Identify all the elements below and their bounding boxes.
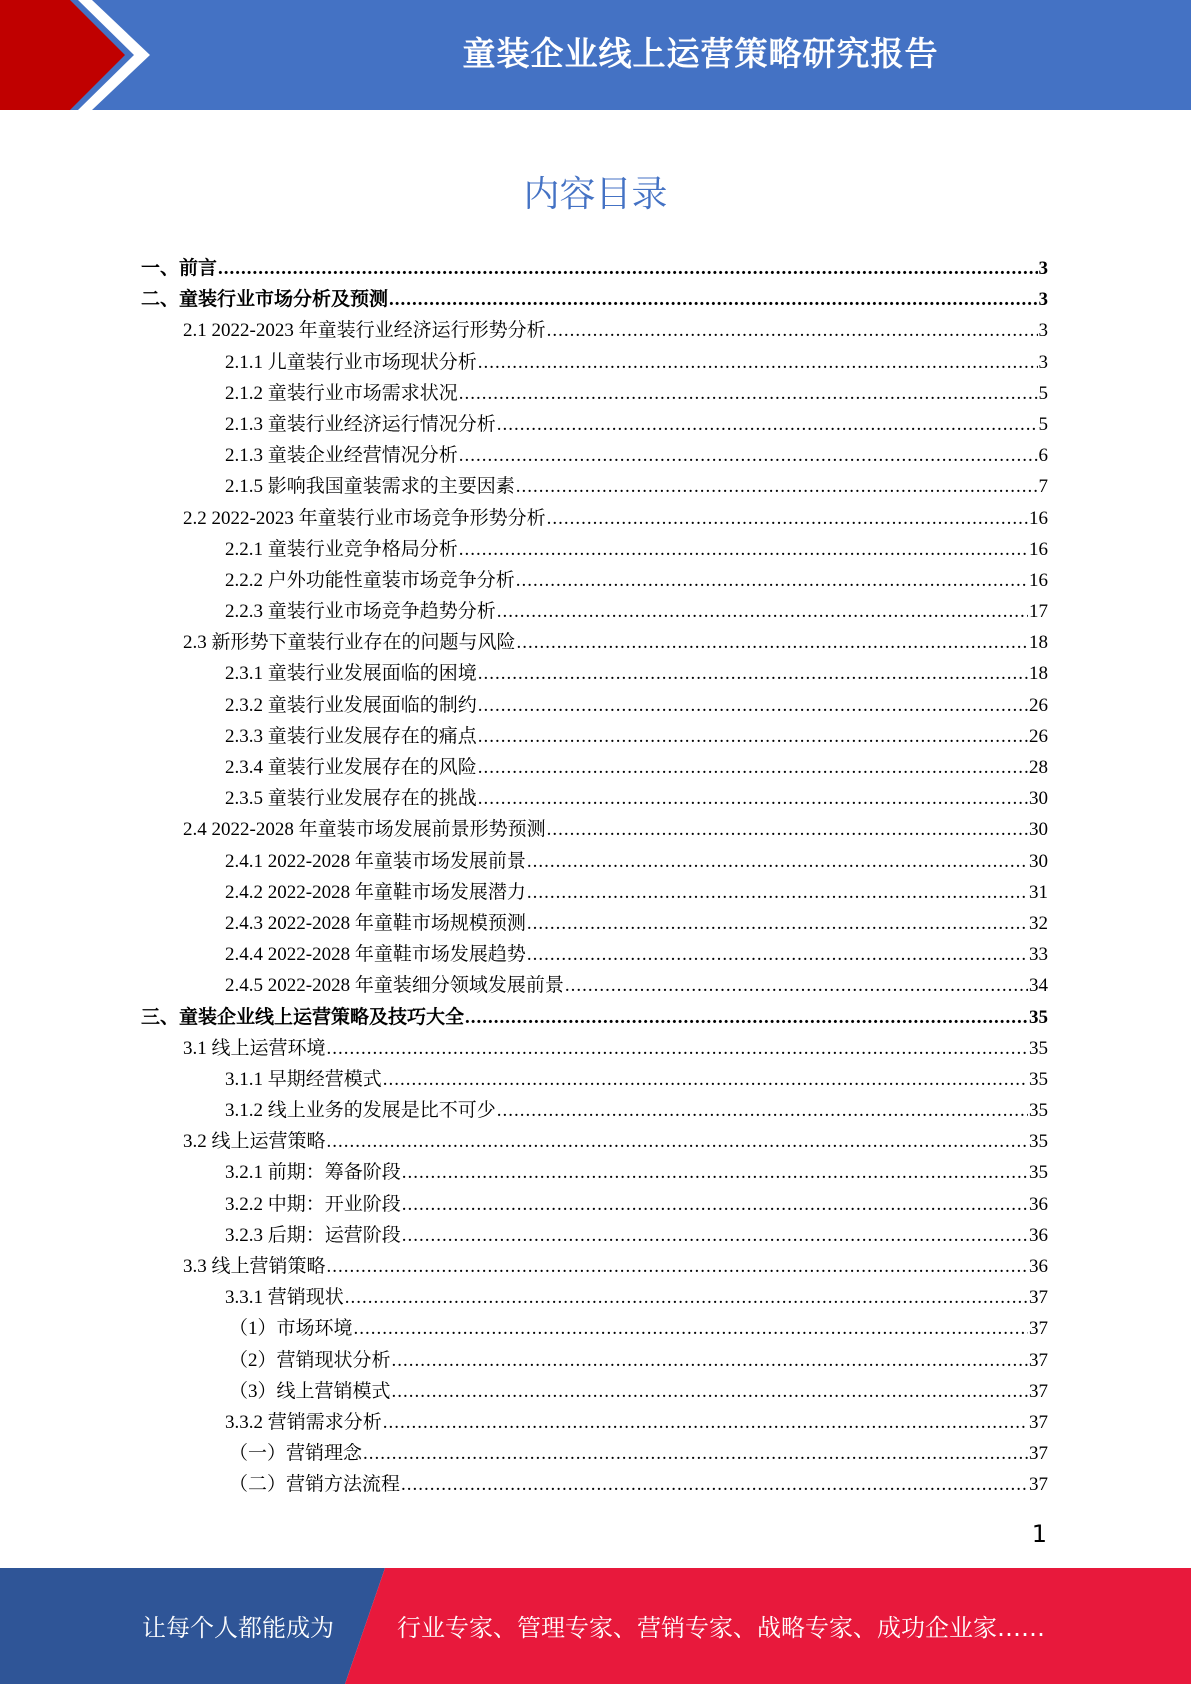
toc-entry[interactable] <box>141 1002 1048 1033</box>
toc-entry[interactable] <box>141 471 1048 502</box>
toc-entry-page: 37 <box>1029 1287 1048 1309</box>
toc-dot-leader <box>383 1407 1028 1438</box>
toc-entry[interactable] <box>141 1345 1048 1376</box>
toc-entry[interactable] <box>141 721 1048 752</box>
toc-entry-title: 2.1.2 童装行业市场需求状况 <box>225 382 458 404</box>
toc-entry[interactable] <box>141 1376 1048 1407</box>
toc-entry-title: 2.3.3 童装行业发展存在的痛点 <box>225 725 477 747</box>
toc-entry-page: 34 <box>1029 975 1048 997</box>
toc-entry-title: 一、前言 <box>141 258 218 279</box>
toc-entry[interactable] <box>141 1313 1048 1344</box>
toc-entry-page: 35 <box>1029 1100 1048 1122</box>
toc-dot-leader <box>547 315 1038 346</box>
toc-entry-title: 3.2 线上运营策略 <box>183 1131 326 1153</box>
toc-entry[interactable] <box>141 534 1048 565</box>
toc-dot-leader <box>497 596 1028 627</box>
toc-dot-leader <box>527 846 1028 877</box>
toc-entry-title: 2.4.5 2022-2028 年童装细分领域发展前景 <box>225 975 564 997</box>
toc-entry-title: 2.2 2022-2023 年童装行业市场竞争形势分析 <box>183 507 546 529</box>
toc-entry[interactable] <box>141 1220 1048 1251</box>
toc-dot-leader <box>383 1064 1028 1095</box>
toc-dot-leader <box>527 908 1028 939</box>
toc-entry-page: 35 <box>1029 1037 1048 1059</box>
toc-dot-leader <box>345 1282 1028 1313</box>
toc-entry-title: 3.3.2 营销需求分析 <box>225 1411 382 1433</box>
toc-entry-page: 6 <box>1038 445 1048 467</box>
toc-entry-title: 2.1.1 儿童装行业市场现状分析 <box>225 351 477 373</box>
toc-entry[interactable] <box>141 783 1048 814</box>
toc-entry[interactable] <box>141 253 1048 284</box>
table-of-contents <box>141 253 1048 1501</box>
toc-entry[interactable] <box>141 1251 1048 1282</box>
toc-entry-page: 5 <box>1038 413 1048 435</box>
toc-entry-title: 2.4.3 2022-2028 年童鞋市场规模预测 <box>225 912 526 934</box>
toc-entry-page: 30 <box>1029 819 1048 841</box>
toc-dot-leader <box>402 1157 1028 1188</box>
toc-dot-leader <box>218 253 1037 284</box>
toc-entry[interactable] <box>141 503 1048 534</box>
toc-dot-leader <box>392 1345 1028 1376</box>
toc-entry-page: 37 <box>1029 1474 1048 1496</box>
toc-entry[interactable] <box>141 378 1048 409</box>
toc-entry-title: 2.1.5 影响我国童装需求的主要因素 <box>225 476 515 498</box>
toc-entry-title: 二、童装行业市场分析及预测 <box>141 289 389 311</box>
toc-entry[interactable] <box>141 1189 1048 1220</box>
toc-entry[interactable] <box>141 939 1048 970</box>
toc-entry-title: 2.1.3 童装行业经济运行情况分析 <box>225 413 496 435</box>
toc-entry-page: 35 <box>1029 1131 1048 1153</box>
toc-dot-leader <box>402 1220 1028 1251</box>
toc-entry[interactable] <box>141 908 1048 939</box>
toc-dot-leader <box>402 1189 1028 1220</box>
toc-entry-page: 26 <box>1029 725 1048 747</box>
toc-entry-title: 3.1.1 早期经营模式 <box>225 1068 382 1090</box>
toc-entry-title: 3.2.2 中期：开业阶段 <box>225 1193 401 1215</box>
toc-entry-page: 16 <box>1029 538 1048 560</box>
toc-entry[interactable] <box>141 1438 1048 1469</box>
toc-entry-title: 2.4.1 2022-2028 年童装市场发展前景 <box>225 850 526 872</box>
toc-entry-page: 3 <box>1038 289 1048 311</box>
toc-entry-page: 35 <box>1029 1068 1048 1090</box>
toc-entry[interactable] <box>141 596 1048 627</box>
toc-dot-leader <box>516 471 1038 502</box>
toc-dot-leader <box>363 1438 1028 1469</box>
toc-entry-title: 3.3.1 营销现状 <box>225 1287 344 1309</box>
toc-entry[interactable] <box>141 1469 1048 1500</box>
toc-entry-page: 18 <box>1029 632 1048 654</box>
toc-entry-page: 36 <box>1029 1256 1048 1277</box>
toc-entry-title: 2.2.2 户外功能性童装市场竞争分析 <box>225 569 515 591</box>
toc-entry[interactable] <box>141 1282 1048 1313</box>
toc-entry-page: 16 <box>1029 569 1048 591</box>
toc-entry-title: 2.3.5 童装行业发展存在的挑战 <box>225 788 477 810</box>
toc-dot-leader <box>527 939 1028 970</box>
toc-entry-page: 37 <box>1029 1318 1048 1340</box>
toc-entry-page: 37 <box>1029 1411 1048 1433</box>
toc-entry-page: 31 <box>1029 881 1048 903</box>
toc-entry-title: （2）营销现状分析 <box>229 1349 391 1371</box>
toc-entry-title: 2.3.2 童装行业发展面临的制约 <box>225 694 477 716</box>
toc-dot-leader <box>565 970 1028 1001</box>
toc-entry-title: 3.1 线上运营环境 <box>183 1037 326 1059</box>
toc-entry[interactable] <box>141 658 1048 689</box>
toc-entry-page: 3 <box>1038 258 1048 279</box>
toc-entry-title: 2.3.1 童装行业发展面临的困境 <box>225 663 477 685</box>
toc-entry-title: （1）市场环境 <box>229 1318 353 1340</box>
toc-entry-page: 7 <box>1038 476 1048 498</box>
toc-entry[interactable] <box>141 1095 1048 1126</box>
toc-dot-leader <box>392 1376 1028 1407</box>
toc-entry-page: 3 <box>1038 351 1048 373</box>
toc-entry-page: 37 <box>1029 1349 1048 1371</box>
toc-entry-page: 30 <box>1029 850 1048 872</box>
toc-entry-page: 36 <box>1029 1193 1048 1215</box>
toc-entry-title: （一）营销理念 <box>229 1443 363 1465</box>
toc-dot-leader <box>478 721 1028 752</box>
toc-dot-leader <box>527 877 1028 908</box>
toc-entry-title: 3.2.1 前期：筹备阶段 <box>225 1162 401 1184</box>
footer-slogan-right: 行业专家、管理专家、营销专家、战略专家、成功企业家…… <box>397 1614 1045 1642</box>
toc-entry-page: 16 <box>1029 507 1048 529</box>
toc-entry-page: 36 <box>1029 1224 1048 1246</box>
toc-dot-leader <box>327 1033 1028 1064</box>
toc-entry-page: 30 <box>1029 788 1048 810</box>
toc-entry[interactable] <box>141 1407 1048 1438</box>
toc-dot-leader <box>516 565 1028 596</box>
toc-entry[interactable] <box>141 1064 1048 1095</box>
toc-dot-leader <box>478 658 1028 689</box>
toc-entry[interactable] <box>141 1126 1048 1157</box>
toc-dot-leader <box>478 347 1038 378</box>
toc-entry[interactable] <box>141 565 1048 596</box>
toc-entry-page: 17 <box>1029 601 1048 623</box>
toc-dot-leader <box>497 1095 1028 1126</box>
toc-entry[interactable] <box>141 690 1048 721</box>
toc-entry-title: 2.2.1 童装行业竞争格局分析 <box>225 538 458 560</box>
header-banner <box>0 0 1191 110</box>
toc-entry-page: 28 <box>1029 757 1048 778</box>
toc-entry-title: 2.4.2 2022-2028 年童鞋市场发展潜力 <box>225 881 526 903</box>
toc-dot-leader <box>497 409 1038 440</box>
toc-dot-leader <box>401 1469 1028 1500</box>
toc-entry[interactable] <box>141 440 1048 471</box>
toc-heading: 内容目录 <box>523 174 668 215</box>
toc-entry[interactable] <box>141 284 1048 315</box>
toc-entry-title: 2.4.4 2022-2028 年童鞋市场发展趋势 <box>225 944 526 966</box>
toc-dot-leader <box>327 1126 1028 1157</box>
toc-dot-leader <box>547 814 1028 845</box>
toc-entry-title: 2.1 2022-2023 年童装行业经济运行形势分析 <box>183 320 546 342</box>
toc-entry-page: 26 <box>1029 694 1048 716</box>
toc-entry-title: 2.4 2022-2028 年童装市场发展前景形势预测 <box>183 819 546 841</box>
toc-entry-page: 37 <box>1029 1443 1048 1465</box>
toc-entry-page: 32 <box>1029 912 1048 934</box>
toc-entry[interactable] <box>141 347 1048 378</box>
toc-entry-title: 2.3.4 童装行业发展存在的风险 <box>225 757 477 778</box>
toc-entry-page: 37 <box>1029 1380 1048 1402</box>
toc-entry[interactable] <box>141 846 1048 877</box>
toc-entry-page: 33 <box>1029 944 1048 966</box>
footer-slogan-left: 让每个人都能成为 <box>142 1614 334 1642</box>
toc-entry[interactable] <box>141 627 1048 658</box>
toc-dot-leader <box>547 503 1028 534</box>
page-number: 1 <box>1031 1520 1047 1548</box>
toc-dot-leader <box>478 690 1028 721</box>
toc-dot-leader <box>478 752 1028 783</box>
toc-entry[interactable] <box>141 1157 1048 1188</box>
toc-dot-leader <box>389 284 1037 315</box>
toc-dot-leader <box>478 783 1028 814</box>
toc-entry-title: （3）线上营销模式 <box>229 1380 391 1402</box>
toc-entry[interactable] <box>141 752 1048 783</box>
report-title: 童装企业线上运营策略研究报告 <box>462 34 939 73</box>
toc-entry-title: 3.3 线上营销策略 <box>183 1256 326 1277</box>
toc-entry[interactable] <box>141 315 1048 346</box>
toc-entry-page: 5 <box>1038 382 1048 404</box>
toc-entry-page: 35 <box>1029 1162 1048 1184</box>
toc-entry[interactable] <box>141 814 1048 845</box>
toc-dot-leader <box>459 440 1038 471</box>
toc-dot-leader <box>327 1251 1028 1282</box>
toc-dot-leader <box>459 378 1038 409</box>
toc-entry[interactable] <box>141 970 1048 1001</box>
toc-dot-leader <box>459 534 1028 565</box>
toc-entry-title: 2.1.3 童装企业经营情况分析 <box>225 445 458 467</box>
toc-entry[interactable] <box>141 877 1048 908</box>
toc-entry-title: 3.1.2 线上业务的发展是比不可少 <box>225 1100 496 1122</box>
toc-entry-title: 三、童装企业线上运营策略及技巧大全 <box>141 1006 465 1028</box>
toc-entry-page: 35 <box>1029 1006 1048 1028</box>
footer-banner <box>0 1568 1191 1684</box>
toc-entry-page: 3 <box>1038 320 1048 342</box>
toc-dot-leader <box>517 627 1028 658</box>
toc-entry-title: 2.2.3 童装行业市场竞争趋势分析 <box>225 601 496 623</box>
toc-dot-leader <box>465 1002 1028 1033</box>
toc-entry[interactable] <box>141 409 1048 440</box>
toc-entry-title: （二）营销方法流程 <box>229 1474 401 1496</box>
toc-entry-title: 2.3 新形势下童装行业存在的问题与风险 <box>183 632 516 654</box>
toc-entry-page: 18 <box>1029 663 1048 685</box>
toc-dot-leader <box>354 1313 1028 1344</box>
toc-entry[interactable] <box>141 1033 1048 1064</box>
toc-entry-title: 3.2.3 后期：运营阶段 <box>225 1224 401 1246</box>
